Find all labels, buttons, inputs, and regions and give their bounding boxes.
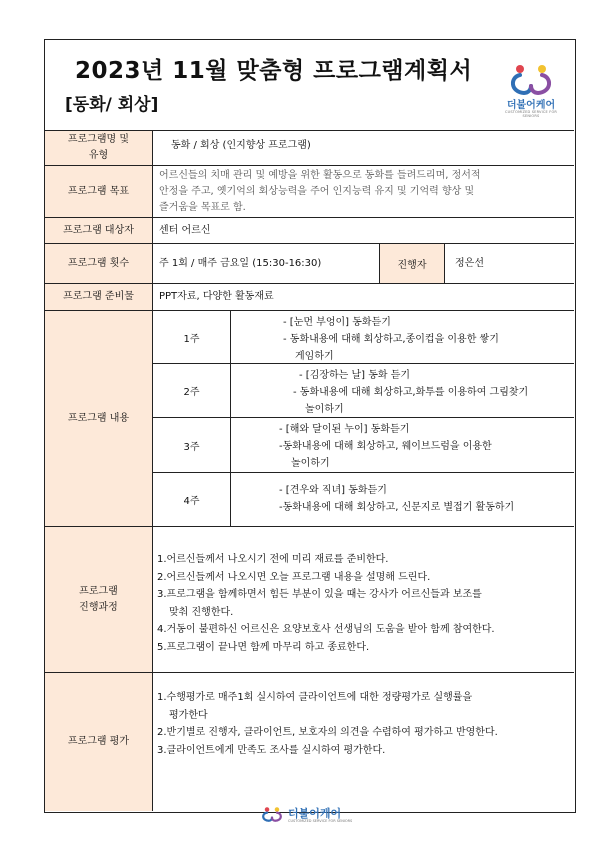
week-line: - 동화내용에 대해 회상하고,종이컵을 이용한 쌓기 (283, 334, 499, 345)
week-line: 놀이하기 (305, 404, 344, 415)
program-name-value: 동화 / 회상 (인지향상 프로그램) (153, 130, 574, 165)
program-content-label: 프로그램 내용 (45, 310, 153, 526)
process-line: 2.어르신들께서 나오시면 오늘 프로그램 내용을 설명해 드린다. (157, 571, 431, 583)
program-leader-value: 정은선 (445, 243, 574, 283)
week-line: 놀이하기 (291, 458, 330, 469)
week-label: 3주 (153, 417, 231, 472)
plan-document (44, 39, 576, 813)
week-line: - [해와 달이된 누이] 동화듣기 (279, 424, 410, 435)
program-process-label-line2: 진행과정 (79, 601, 118, 613)
week-description (231, 472, 574, 526)
program-process-label-line1: 프로그램 (79, 585, 118, 597)
brand-logo (500, 62, 562, 124)
evaluation-line: 평가한다 (169, 709, 208, 721)
program-target-label: 프로그램 대상자 (45, 217, 153, 243)
footer-logo-icon (258, 800, 286, 828)
week-line: - [견우와 직녀] 동화듣기 (279, 485, 387, 496)
document-header (45, 40, 574, 130)
week-description (231, 310, 574, 363)
goal-line: 즐거움을 목표로 함. (159, 202, 246, 213)
program-prep-label: 프로그램 준비물 (45, 283, 153, 310)
process-line: 5.프로그램이 끝나면 함께 마무리 하고 종료한다. (157, 641, 370, 653)
evaluation-line: 1.수행평가로 매주1회 실시하여 클라이언트에 대한 정량평가로 실행률을 (157, 692, 473, 703)
plan-table (45, 130, 574, 811)
program-count-value: 주 1회 / 매주 금요일 (15:30-16:30) (153, 243, 379, 283)
week-label: 4주 (153, 472, 231, 526)
program-goal-label: 프로그램 목표 (45, 165, 153, 217)
week-label: 1주 (153, 310, 231, 363)
document-title: 2023년 11월 맞춤형 프로그램계획서 (75, 58, 473, 84)
week-description (231, 363, 574, 417)
program-count-label: 프로그램 횟수 (45, 243, 153, 283)
program-evaluation-label: 프로그램 평가 (45, 672, 153, 811)
goal-line: 안정을 주고, 옛기억의 회상능력을 주어 인지능력 유지 및 기억력 향상 및 (159, 186, 475, 197)
footer-logo-subtext: CUSTOMIZED SERVICE FOR SENIORS (288, 819, 353, 823)
week-label: 2주 (153, 363, 231, 417)
program-name-label-line1: 프로그램명 및 (67, 134, 130, 145)
goal-line: 어르신들의 치매 관리 및 예방을 위한 활동으로 동화를 들려드리며, 정서적 (159, 170, 481, 181)
process-line: 맞춰 진행한다. (169, 606, 234, 618)
week-line: - 동화내용에 대해 회상하고,화투를 이용하여 그림찾기 (293, 387, 529, 398)
week-line: 게임하기 (295, 351, 334, 362)
footer-logo (258, 800, 368, 830)
process-line: 4.거동이 불편하신 어르신은 요양보호사 선생님의 도움을 받아 함께 참여한다. (157, 624, 495, 635)
program-process-label (45, 526, 153, 672)
program-name-label-line2: 유형 (88, 150, 109, 161)
evaluation-line: 2.반기별로 진행자, 클라이언트, 보호자의 의견을 수렴하여 평가하고 반영한다. (157, 727, 498, 738)
document-subtitle: [동화/ 회상] (65, 95, 159, 115)
program-leader-label: 진행자 (379, 243, 445, 283)
evaluation-line: 3.클라이언트에게 만족도 조사를 실시하여 평가한다. (157, 744, 386, 756)
program-name-label (45, 130, 153, 165)
program-target-value: 센터 어르신 (153, 217, 574, 243)
brand-logo-text: 더불어케어 (506, 100, 556, 111)
week-line: -동화내용에 대해 회상하고, 신문지로 별접기 활동하기 (279, 502, 515, 513)
program-evaluation-value (153, 672, 574, 811)
program-goal-value (153, 165, 574, 217)
week-description (231, 417, 574, 472)
program-prep-value: PPT자료, 다양한 활동재료 (153, 283, 574, 310)
week-line: - [눈먼 부엉이] 동화듣기 (283, 317, 391, 328)
week-line: - [김장하는 날] 동화 듣기 (299, 370, 411, 381)
brand-logo-icon (500, 62, 562, 96)
process-line: 1.어르신들께서 나오시기 전에 미리 재료를 준비한다. (157, 554, 389, 565)
process-line: 3.프로그램을 함께하면서 힘든 부분이 있을 때는 강사가 어르신들과 보조를 (157, 589, 482, 600)
week-line: -동화내용에 대해 회상하고, 웨이브드럼을 이용한 (279, 441, 492, 452)
program-process-value (153, 526, 574, 672)
footer-logo-text: 더불어케어 (288, 807, 342, 820)
brand-logo-subtext: CUSTOMIZED SERVICE FOR SENIORS (504, 110, 558, 118)
